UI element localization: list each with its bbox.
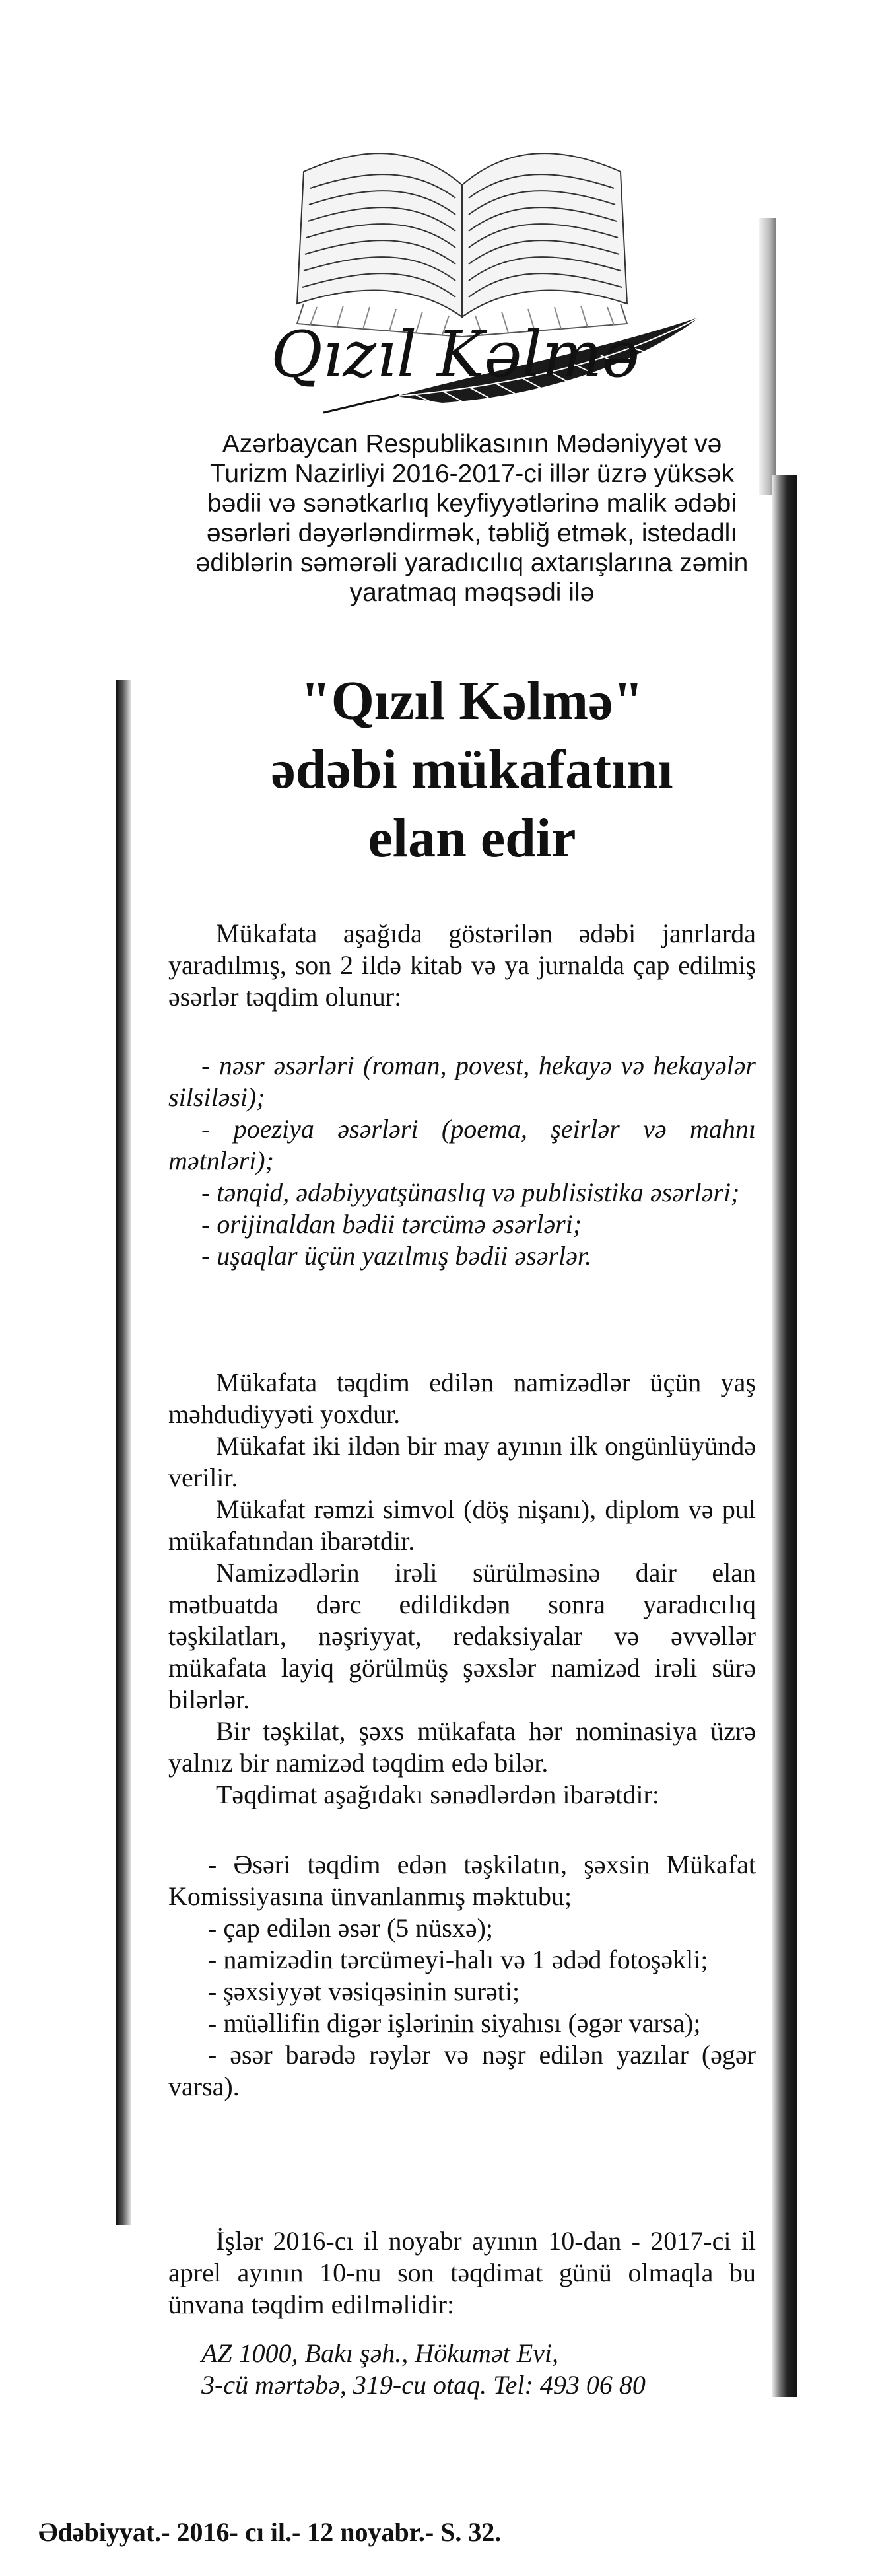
genres-list — [168, 1050, 756, 1272]
list-item: - poeziya əsərləri (poema, şeirlər və mahnı mətnləri); — [168, 1114, 756, 1175]
scan-shadow-right — [772, 475, 797, 2397]
source-citation: Ədəbiyyat.- 2016- cı il.- 12 noyabr.- S. 32. — [38, 2517, 502, 2547]
intro-paragraph: Azərbaycan Respublikasının Mədəniyyət və Turizm Nazirliyi 2016-2017-ci illər üzrə yüksək bədii və sənətkarlıq keyfiyyətlərinə malik ədəbi əsərləri dəyərləndirmək, təbliğ etmək, istedadlı ədiblərin səmərəli yaradıcılıq axtarışlarına zəmin yaratmaq məqsədi ilə — [195, 430, 749, 607]
deadline-paragraph: İşlər 2016-cı il noyabr ayının 10-dan - 2017-ci il aprel ayının 10-nu son təqdimat günü olmaqla bu ünvana təqdim edilməlidir: — [168, 2226, 756, 2319]
heading-line-3: elan edir — [368, 808, 576, 869]
address-line-2: 3-cü mərtəbə, 319-cu otaq. Tel: 493 06 80 — [201, 2370, 646, 2400]
genres-intro-paragraph: Mükafata aşağıda göstərilən ədəbi janrlarda yaradılmış, son 2 ildə kitab və ya jurnalda çap edilmiş əsərlər təqdim olunur: — [168, 919, 756, 1012]
one-nominee-paragraph: Bir təşkilat, şəxs mükafata hər nominasiya üzrə yalnız bir namizəd təqdim edə bilər. — [168, 1716, 756, 1778]
heading-line-2: ədəbi mükafatını — [271, 739, 673, 800]
age-limit-paragraph: Mükafata təqdim edilən namizədlər üçün yaş məhdudiyyəti yoxdur. — [168, 1368, 756, 1429]
documents-intro-paragraph: Təqdimat aşağıdakı sənədlərdən ibarətdir: — [216, 1780, 659, 1809]
list-item: - orijinaldan bədii tərcümə əsərləri; — [201, 1209, 582, 1239]
open-book-and-quill-logo — [244, 86, 706, 429]
list-item: - Əsəri təqdim edən təşkilatın, şəxsin Mükafat Komissiyasına ünvanlanmış məktubu; — [168, 1850, 756, 1911]
list-item: - uşaqlar üçün yazılmış bədii əsərlər. — [201, 1241, 592, 1271]
address-line-1: AZ 1000, Bakı şəh., Hökumət Evi, — [201, 2338, 558, 2368]
documents-list — [168, 1849, 756, 2103]
list-item: - çap edilən əsər (5 nüsxə); — [208, 1913, 494, 1943]
scan-shadow-left — [116, 680, 131, 2225]
award-contents-paragraph: Mükafat rəmzi simvol (döş nişanı), diplom və pul mükafatından ibarətdir. — [168, 1494, 756, 1556]
book-icon — [297, 153, 627, 337]
award-timing-paragraph: Mükafat iki ildən bir may ayının ilk ongünlüyündə verilir. — [168, 1431, 756, 1492]
logo-title-text: Qızıl Kəlmə — [271, 318, 640, 392]
list-item: - şəxsiyyət vəsiqəsinin surəti; — [208, 1976, 520, 2006]
announcement-heading — [182, 667, 762, 873]
nomination-paragraph: Namizədlərin irəli sürülməsinə dair elan mətbuatda dərc edildikdən sonra yaradıcılıq təşkilatları, nəşriyyat, redaksiyalar və əvvəllər mükafata layiq görülmüş şəxslər namizəd irəli sürə bilərlər. — [168, 1558, 756, 1714]
list-item: - müəllifin digər işlərinin siyahısı (əgər varsa); — [208, 2008, 701, 2038]
list-item: - əsər barədə rəylər və nəşr edilən yazılar (əgər varsa). — [168, 2040, 756, 2101]
list-item: - nəsr əsərləri (roman, povest, hekayə və hekayələr silsiləsi); — [168, 1051, 756, 1112]
address-block — [168, 2338, 756, 2401]
heading-line-1: "Qızıl Kəlmə" — [300, 670, 644, 732]
list-item: - namizədin tərcümeyi-halı və 1 ədəd fotoşəkli; — [208, 1945, 708, 1974]
list-item: - tənqid, ədəbiyyatşünaslıq və publisistika əsərləri; — [201, 1177, 740, 1207]
